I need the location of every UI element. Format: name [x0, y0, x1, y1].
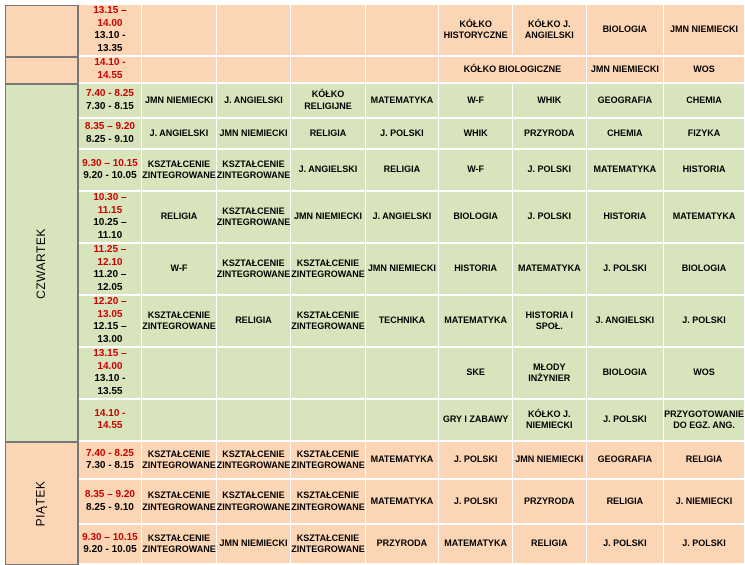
subject-cell — [142, 400, 217, 442]
subject-cell: J. NIEMIECKI — [664, 480, 745, 525]
timetable-row — [5, 192, 745, 244]
subject-cell: KÓŁKO HISTORYCZNE — [439, 5, 513, 57]
subject-cell: SKE — [439, 348, 513, 400]
subject-cell: RELIGIA — [217, 296, 292, 348]
subject-cell: KSZTAŁCENIE ZINTEGROWANE — [217, 442, 292, 480]
subject-cell: MATEMATYKA — [439, 525, 513, 565]
subject-cell — [217, 400, 292, 442]
subject-cell — [217, 57, 292, 84]
subject-cell: PRZYRODA — [513, 480, 586, 525]
subject-cell: RELIGIA — [291, 119, 366, 150]
subject-cell: MATEMATYKA — [366, 442, 439, 480]
subject-cell: HISTORIA — [664, 150, 745, 192]
timetable-row — [5, 150, 745, 192]
lesson-time: 7.40 - 8.25 — [86, 447, 134, 459]
subject-cell: KÓŁKO RELIGIJNE — [291, 84, 366, 119]
subject-cell: RELIGIA — [664, 442, 745, 480]
subject-cell: J. POLSKI — [587, 244, 665, 296]
subject-cell: KSZTAŁCENIE ZINTEGROWANE — [217, 480, 292, 525]
timetable-row — [5, 119, 745, 150]
subject-cell: RELIGIA — [366, 150, 439, 192]
subject-cell — [366, 5, 439, 57]
subject-cell: JMN NIEMIECKI — [366, 244, 439, 296]
subject-cell — [142, 348, 217, 400]
lesson-time: 11.25 – 12.10 — [93, 244, 127, 268]
subject-cell — [291, 5, 366, 57]
subject-cell: KÓŁKO J. ANGIELSKI — [513, 5, 586, 57]
timetable — [5, 5, 745, 565]
subject-cell: CHEMIA — [664, 84, 745, 119]
subject-cell: KSZTAŁCENIE ZINTEGROWANE — [291, 244, 366, 296]
subject-cell: RELIGIA — [142, 192, 217, 244]
lesson-time: 9.30 – 10.15 — [82, 531, 138, 543]
subject-cell: WHIK — [439, 119, 513, 150]
subject-cell: BIOLOGIA — [587, 348, 665, 400]
alt-lesson-time: 9.20 - 10.05 — [83, 544, 137, 555]
subject-cell: TECHNIKA — [366, 296, 439, 348]
subject-cell: W-F — [142, 244, 217, 296]
subject-cell: KÓŁKO J. NIEMIECKI — [513, 400, 586, 442]
time-cell — [79, 192, 143, 244]
time-cell — [79, 119, 143, 150]
alt-lesson-time: 10.25 – 11.10 — [93, 217, 127, 241]
subject-cell: GEOGRAFIA — [587, 84, 665, 119]
subject-cell: J. ANGIELSKI — [217, 84, 292, 119]
lesson-time: 8.35 – 9.20 — [84, 489, 135, 500]
subject-cell: MATEMATYKA — [439, 296, 513, 348]
timetable-row — [5, 244, 745, 296]
time-cell — [79, 400, 143, 442]
subject-cell — [291, 348, 366, 400]
subject-cell: PRZYRODA — [513, 119, 586, 150]
timetable-row — [5, 84, 745, 119]
timetable-row — [5, 525, 745, 565]
subject-cell: J. POLSKI — [513, 150, 586, 192]
subject-cell: KSZTAŁCENIE ZINTEGROWANE — [142, 525, 217, 565]
lesson-time: 13.15 – 14.00 — [93, 348, 127, 372]
subject-cell: KSZTAŁCENIE ZINTEGROWANE — [142, 296, 217, 348]
subject-cell: MATEMATYKA — [513, 244, 586, 296]
subject-cell: WOS — [664, 57, 745, 84]
subject-cell: J. POLSKI — [513, 192, 586, 244]
alt-lesson-time: 8.25 - 9.10 — [86, 133, 134, 145]
lesson-time: 7.40 - 8.25 — [86, 88, 134, 99]
time-cell — [79, 442, 143, 480]
subject-cell: J. POLSKI — [664, 296, 745, 348]
subject-cell: JMN NIEMIECKI — [664, 5, 745, 57]
subject-cell: J. POLSKI — [587, 525, 665, 565]
subject-cell: MŁODY INŻYNIER — [513, 348, 586, 400]
timetable-row — [5, 348, 745, 400]
lesson-time: 13.15 – 14.00 — [93, 5, 127, 29]
alt-lesson-time: 7.30 - 8.15 — [86, 460, 134, 471]
subject-cell: J. POLSKI — [439, 480, 513, 525]
timetable-row — [5, 296, 745, 348]
subject-cell: WOS — [664, 348, 745, 400]
subject-cell: KSZTAŁCENIE ZINTEGROWANE — [217, 150, 292, 192]
alt-lesson-time: 9.20 - 10.05 — [83, 170, 137, 181]
day-label-text: CZWARTEK — [33, 227, 48, 299]
subject-cell — [366, 348, 439, 400]
subject-cell: HISTORIA I SPOŁ. — [513, 296, 586, 348]
timetable-row — [5, 400, 745, 442]
subject-cell: J. ANGIELSKI — [587, 296, 665, 348]
alt-lesson-time: 11.20 – 12.05 — [93, 269, 127, 293]
subject-cell: BIOLOGIA — [664, 244, 745, 296]
subject-cell: RELIGIA — [513, 525, 586, 565]
subject-cell — [142, 5, 217, 57]
subject-cell: MATEMATYKA — [664, 192, 745, 244]
lesson-time: 12.20 – 13.05 — [93, 296, 127, 320]
subject-cell: J. POLSKI — [366, 119, 439, 150]
subject-cell: KSZTAŁCENIE ZINTEGROWANE — [291, 525, 366, 565]
timetable-row — [5, 442, 745, 480]
time-cell — [79, 296, 143, 348]
subject-cell — [217, 5, 292, 57]
subject-cell: GEOGRAFIA — [587, 442, 665, 480]
subject-cell — [366, 400, 439, 442]
subject-cell: J. POLSKI — [439, 442, 513, 480]
subject-cell: BIOLOGIA — [439, 192, 513, 244]
subject-cell: W-F — [439, 84, 513, 119]
subject-cell: J. ANGIELSKI — [291, 150, 366, 192]
subject-cell: HISTORIA — [587, 192, 665, 244]
timetable-row — [5, 57, 745, 84]
subject-cell: KSZTAŁCENIE ZINTEGROWANE — [291, 480, 366, 525]
subject-cell: JMN NIEMIECKI — [513, 442, 586, 480]
subject-cell: JMN NIEMIECKI — [217, 525, 292, 565]
subject-cell: J. ANGIELSKI — [366, 192, 439, 244]
subject-cell — [291, 400, 366, 442]
timetable-row — [5, 480, 745, 525]
alt-lesson-time: 7.30 - 8.15 — [86, 100, 134, 112]
subject-cell: KSZTAŁCENIE ZINTEGROWANE — [217, 244, 292, 296]
subject-cell: HISTORIA — [439, 244, 513, 296]
subject-cell: BIOLOGIA — [587, 5, 665, 57]
subject-cell: KSZTAŁCENIE ZINTEGROWANE — [291, 442, 366, 480]
subject-cell: CHEMIA — [587, 119, 665, 150]
alt-lesson-time: 8.25 - 9.10 — [86, 501, 134, 513]
subject-cell: KSZTAŁCENIE ZINTEGROWANE — [142, 480, 217, 525]
time-cell — [79, 525, 143, 565]
subject-cell: MATEMATYKA — [587, 150, 665, 192]
subject-cell — [142, 57, 217, 84]
subject-cell: MATEMATYKA — [366, 480, 439, 525]
subject-cell: J. POLSKI — [587, 400, 665, 442]
subject-cell: KSZTAŁCENIE ZINTEGROWANE — [217, 192, 292, 244]
subject-cell: WHIK — [513, 84, 586, 119]
subject-cell: W-F — [439, 150, 513, 192]
lesson-time: 10.30 – 11.15 — [93, 192, 127, 216]
subject-cell-merged: KÓŁKO BIOLOGICZNE — [439, 57, 586, 84]
time-cell — [79, 57, 143, 84]
subject-cell: JMN NIEMIECKI — [217, 119, 292, 150]
subject-cell: PRZYRODA — [366, 525, 439, 565]
day-label-text: PIĄTEK — [33, 480, 48, 527]
subject-cell — [366, 57, 439, 84]
subject-cell: KSZTAŁCENIE ZINTEGROWANE — [142, 442, 217, 480]
subject-cell: RELIGIA — [587, 480, 665, 525]
day-label-friday — [5, 442, 79, 565]
subject-cell: JMN NIEMIECKI — [587, 57, 665, 84]
time-cell — [79, 5, 143, 57]
subject-cell: FIZYKA — [664, 119, 745, 150]
subject-cell — [217, 348, 292, 400]
subject-cell: KSZTAŁCENIE ZINTEGROWANE — [142, 150, 217, 192]
time-cell — [79, 84, 143, 119]
subject-cell: MATEMATYKA — [366, 84, 439, 119]
time-cell — [79, 244, 143, 296]
alt-lesson-time: 13.10 - 13.35 — [94, 30, 126, 54]
time-cell — [79, 348, 143, 400]
lesson-time: 8.35 – 9.20 — [84, 121, 135, 132]
day-cell-empty — [5, 57, 79, 84]
subject-cell: GRY I ZABAWY — [439, 400, 513, 442]
alt-lesson-time: 13.10 - 13.55 — [94, 373, 126, 397]
lesson-time: 9.30 – 10.15 — [82, 157, 138, 169]
subject-cell — [291, 57, 366, 84]
time-cell — [79, 150, 143, 192]
subject-cell: KSZTAŁCENIE ZINTEGROWANE — [291, 296, 366, 348]
subject-cell: PRZYGOTOWANIE DO EGZ. ANG. — [664, 400, 745, 442]
day-cell-empty — [5, 5, 79, 57]
subject-cell: J. POLSKI — [664, 525, 745, 565]
day-label-thursday — [5, 84, 79, 442]
subject-cell: J. ANGIELSKI — [142, 119, 217, 150]
alt-lesson-time: 12.15 – 13.00 — [93, 321, 127, 345]
subject-cell: JMN NIEMIECKI — [142, 84, 217, 119]
lesson-time: 14.10 - 14.55 — [94, 57, 126, 81]
subject-cell: JMN NIEMIECKI — [291, 192, 366, 244]
time-cell — [79, 480, 143, 525]
lesson-time: 14.10 - 14.55 — [94, 407, 126, 431]
timetable-row — [5, 5, 745, 57]
